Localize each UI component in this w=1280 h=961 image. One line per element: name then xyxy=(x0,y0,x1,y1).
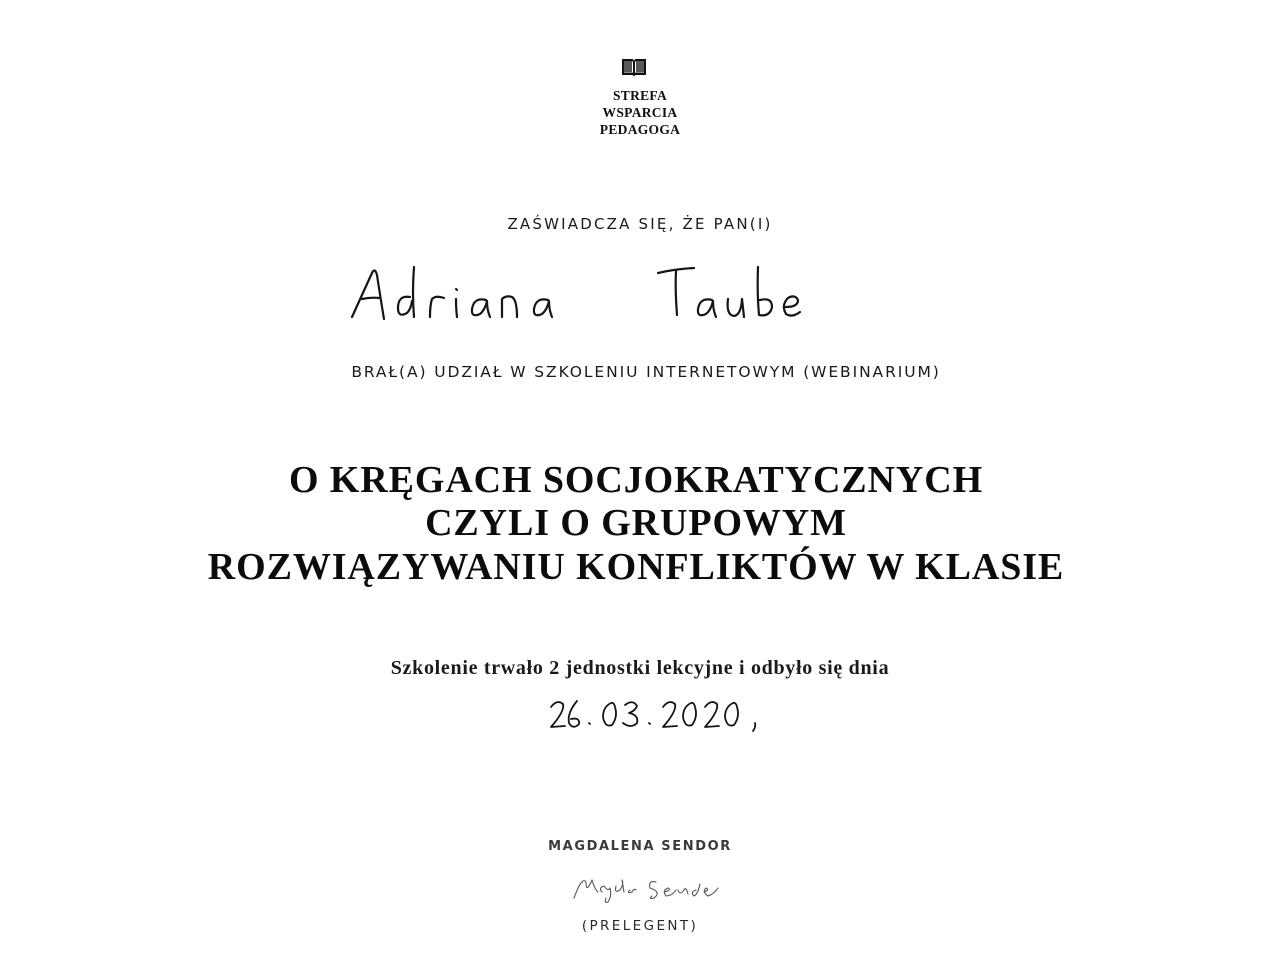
open-book-icon xyxy=(621,57,647,79)
participated-text: BRAŁ(A) UDZIAŁ W SZKOLENIU INTERNETOWYM (WEBINARIUM) xyxy=(351,363,941,381)
training-title-line2: CZYLI O GRUPOWYM xyxy=(425,502,847,544)
certify-text: ZAŚWIADCZA SIĘ, ŻE PAN(I) xyxy=(507,215,773,233)
training-title-line3: ROZWIĄZYWANIU KONFLIKTÓW W KLASIE xyxy=(207,546,1065,588)
duration-text: Szkolenie trwało 2 jednostki lekcyjne i odbyło się dnia xyxy=(390,657,890,679)
logo-text-line3: PEDAGOGA xyxy=(599,122,681,137)
logo-text-line2: WSPARCIA xyxy=(602,105,678,120)
date-handwritten xyxy=(545,693,775,738)
speaker-name: MAGDALENA SENDOR xyxy=(548,839,732,854)
logo-text-line1: STREFA xyxy=(612,88,668,103)
speaker-signature xyxy=(568,870,728,906)
training-title-line1: O KRĘGACH SOCJOKRATYCZNYCH xyxy=(288,459,984,501)
speaker-role: (PRELEGENT) xyxy=(581,918,699,934)
recipient-name-handwritten xyxy=(340,255,840,335)
